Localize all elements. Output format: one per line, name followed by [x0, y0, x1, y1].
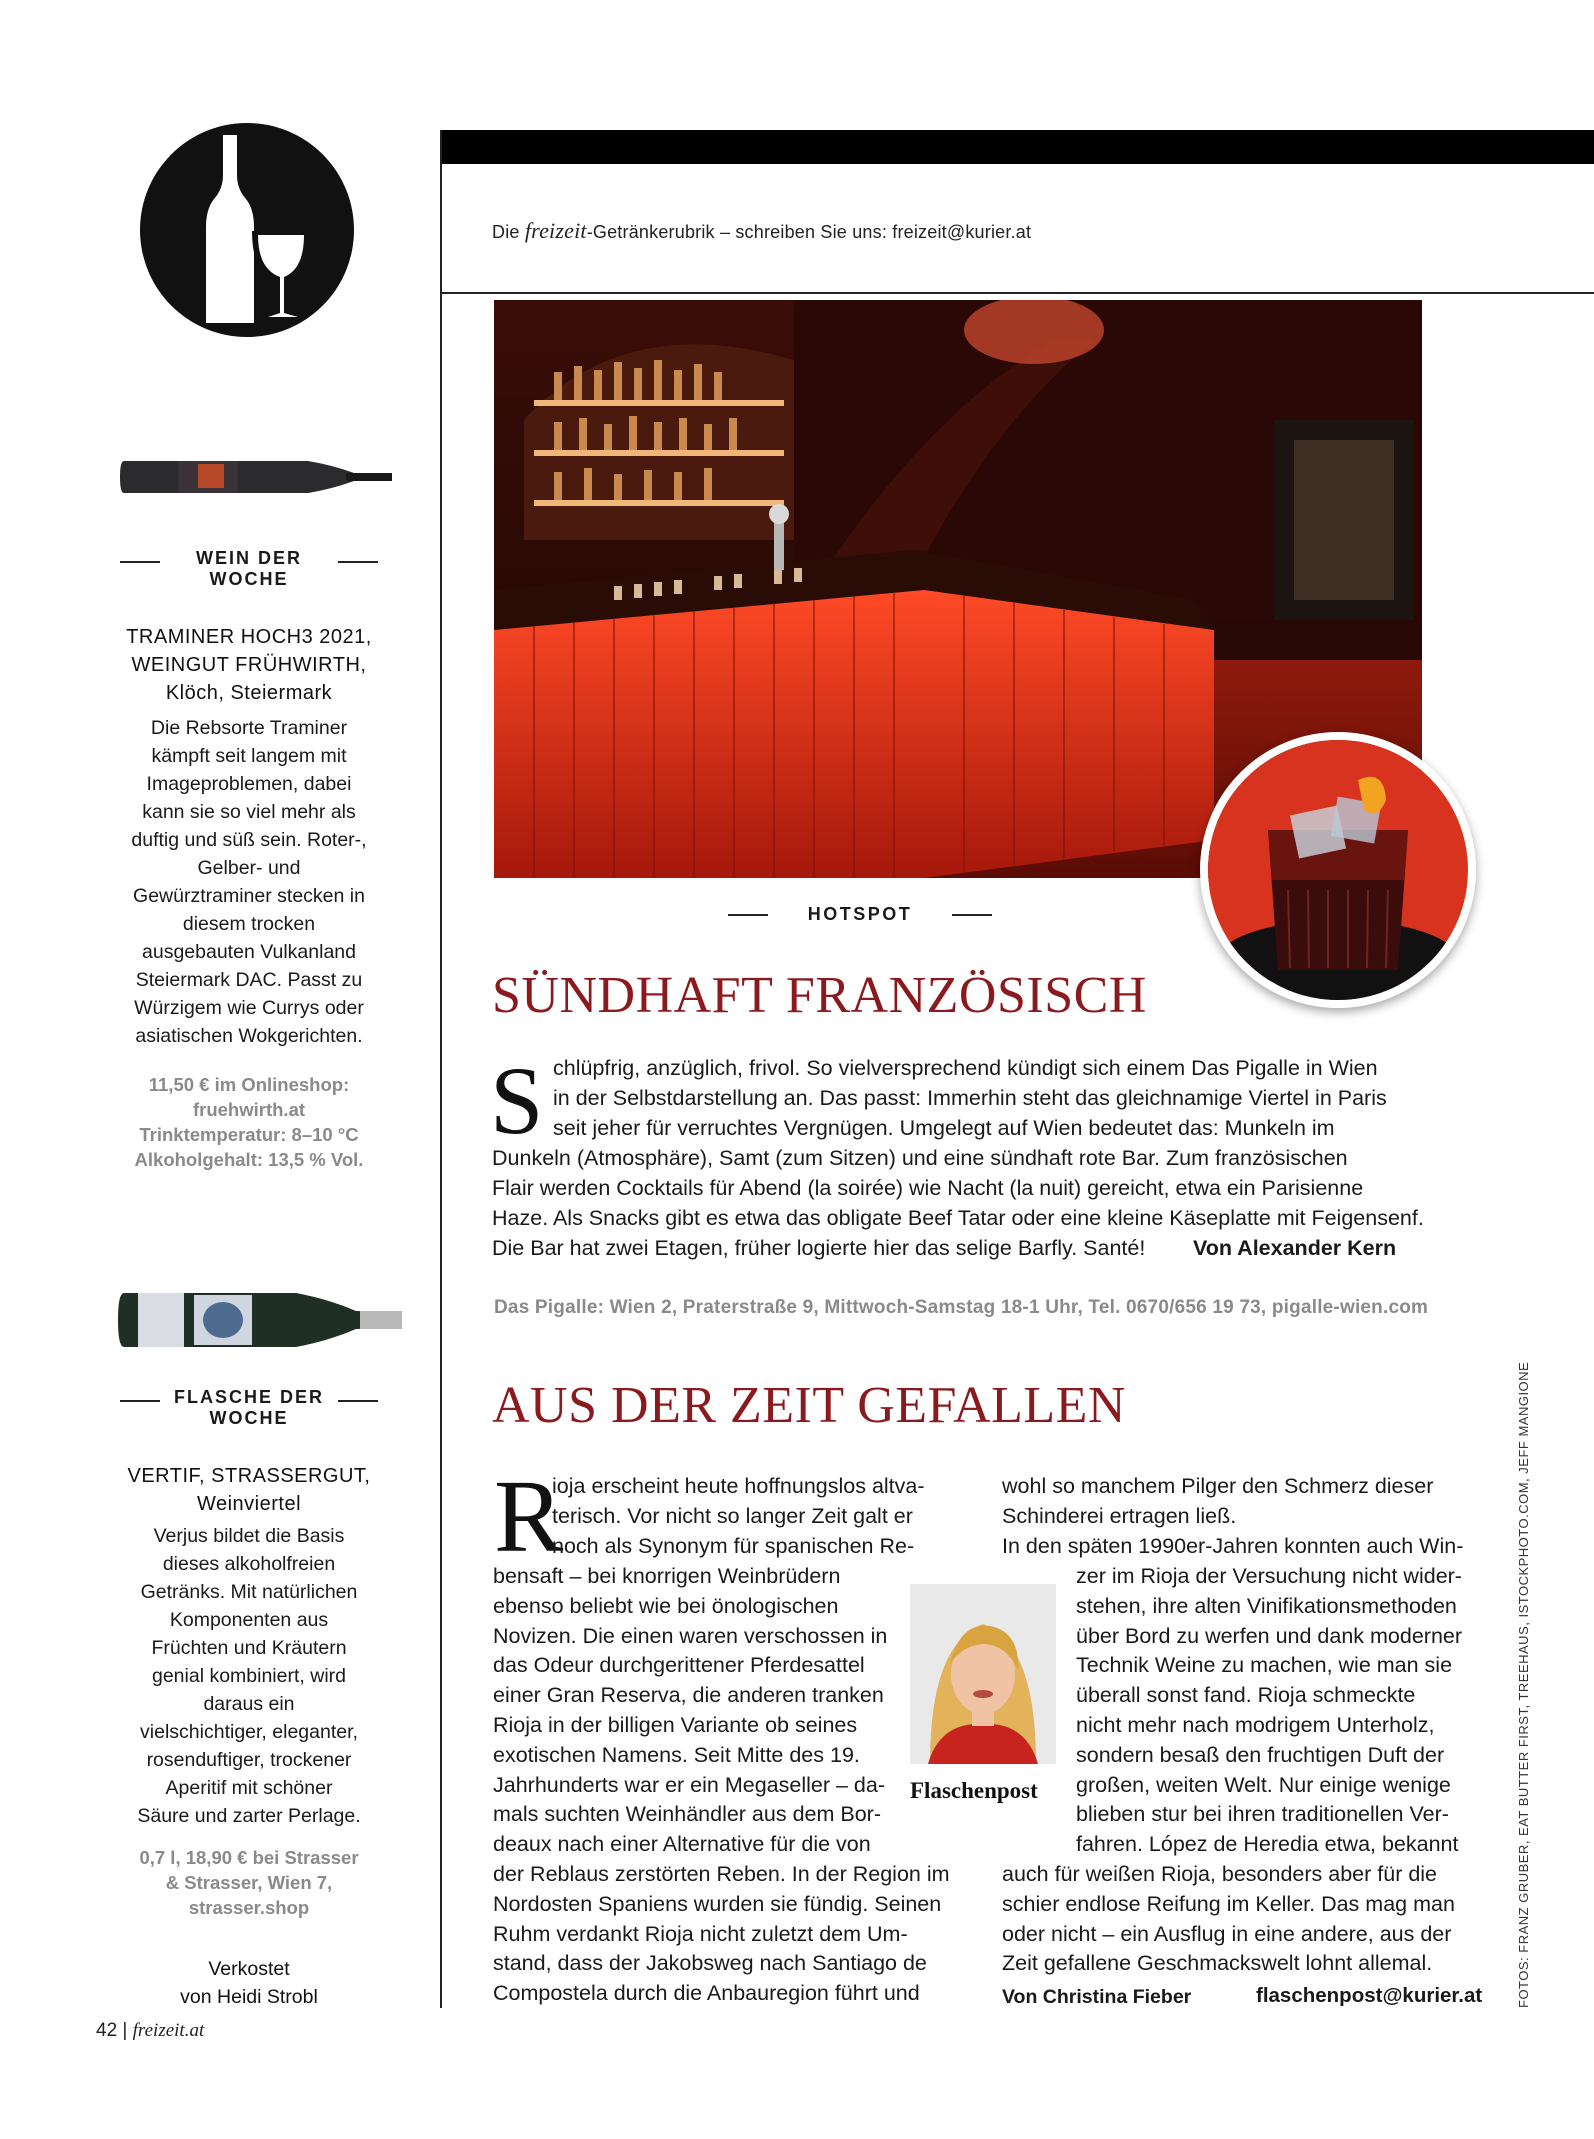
- wine-logo-icon: [140, 123, 354, 337]
- wine-description: Die Rebsorte Traminer kämpft seit langem mit Imageproblemen, dabei kann sie so viel mehr als duftig und süß sein. Roter-, Gelber- und Gewürztraminer stecken in diesem trocken ausgebauten Vulkanland Steiermark DAC. Passt zu Würzigem wie Currys oder asiatischen Wokgerichten.: [131, 717, 367, 1047]
- column-right-bottom: auch für weißen Rioja, besonders aber für die schier endlose Reifung im Keller. Das mag man oder nicht – ein Ausflug in eine andere, aus der Zeit gefallene Geschmackswelt lohnt allemal.: [1002, 1862, 1455, 1976]
- cocktail-photo: [1200, 732, 1476, 1008]
- rubric-header: Die freizeit-Getränkerubrik – schreiben Sie uns: freizeit@kurier.at: [492, 218, 1032, 243]
- hotspot-line-3: seit jeher für verruchtes Vergnügen. Umgelegt auf Wien bedeutet das: Munkeln im: [553, 1116, 1335, 1140]
- heading-rule: [338, 561, 378, 563]
- hotspot-line-2: in der Selbstdarstellung an. Das passt: Immerhin steht das gleichnamige Viertel in Paris: [553, 1086, 1387, 1110]
- photo-credit: FOTOS: FRANZ GRUBER, EAT BUTTER FIRST, TREEHAUS, ISTOCKPHOTO.COM, JEFF MANGIONE: [1516, 1361, 1531, 2008]
- bottle-description: Verjus bildet die Basis dieses alkoholfreien Getränks. Mit natürlichen Komponenten aus Früchten und Kräutern genial kombiniert, wird daraus ein vielschichtiger, eleganter, rosenduftiger, trockener Aperitif mit schöner Säure und zarter Perlage.: [137, 1525, 361, 1827]
- hotspot-headline: SÜNDHAFT FRANZÖSISCH: [492, 967, 1147, 1024]
- bottle-price-info: 0,7 l, 18,90 € bei Strasser & Strasser, Wien 7, strasser.shop: [139, 1847, 359, 1918]
- heading-rule: [728, 914, 768, 916]
- wine-of-week-heading: WEIN DER WOCHE: [118, 548, 380, 590]
- tasting-credit: Verkostet von Heidi Strobl: [180, 1958, 318, 2008]
- hotspot-dropcap: S: [490, 1047, 544, 1154]
- bottle-of-week-heading: FLASCHE DER WOCHE: [118, 1387, 380, 1429]
- column-left-bottom: der Reblaus zerstörten Reben. In der Region im Nordosten Spaniens wurden sie fündig. Seinen Ruhm verdankt Rioja nicht zuletzt dem Um- stand, dass der Jakobsweg nach Santiago de Compostela durch die Anbauregion führt und: [493, 1862, 950, 2006]
- column-dropcap: R: [494, 1459, 564, 1574]
- column-left-top: ioja erscheint heute hoffnungslos altva- terisch. Vor nicht so langer Zeit galt er noch als Synonym für spanischen Re-: [552, 1474, 925, 1558]
- column-headline: AUS DER ZEIT GEFALLEN: [492, 1377, 1126, 1434]
- portrait-caption: Flaschenpost: [910, 1778, 1038, 1803]
- hotspot-line-5: Flair werden Cocktails für Abend (la soirée) wie Nacht (la nuit) gereicht, etwa ein Parisienne: [492, 1176, 1364, 1200]
- hotspot-line-7: Die Bar hat zwei Etagen, früher logierte hier das selige Barfly. Santé!: [492, 1236, 1146, 1260]
- freizeit-brand: freizeit: [524, 218, 587, 243]
- verjus-bottle-image: [116, 1283, 406, 1357]
- bottle-title: VERTIF, STRASSERGUT, Weinviertel: [127, 1465, 371, 1515]
- heading-rule: [338, 1400, 378, 1402]
- hotspot-line-4: Dunkeln (Atmosphäre), Samt (zum Sitzen) und eine sündhaft rote Bar. Zum französischen: [492, 1146, 1348, 1170]
- heading-rule: [120, 561, 160, 563]
- wine-bottle-image: [118, 447, 398, 507]
- hotspot-label: HOTSPOT: [700, 904, 1020, 925]
- hotspot-line-1: chlüpfrig, anzüglich, frivol. So vielversprechend kündigt sich einem Das Pigalle in Wien: [553, 1056, 1378, 1080]
- column-right-top: wohl so manchem Pilger den Schmerz dieser Schinderei ertragen ließ. In den späten 1990er-Jahren konnten auch Win-: [1002, 1474, 1464, 1558]
- wine-price-info: 11,50 € im Onlineshop: fruehwirth.at Trinktemperatur: 8–10 °C Alkoholgehalt: 13,5 % Vol.: [134, 1074, 364, 1170]
- frame-divider: [440, 130, 442, 2008]
- top-black-bar: [440, 130, 1594, 164]
- hotspot-line-6: Haze. Als Snacks gibt es etwa das obligate Beef Tatar oder eine kleine Käseplatte mit Feigensenf.: [492, 1206, 1424, 1230]
- column-email: flaschenpost@kurier.at: [1256, 1984, 1483, 2007]
- page-number: 42: [96, 2020, 118, 2041]
- hotspot-author: Von Alexander Kern: [1193, 1236, 1397, 1260]
- wine-title: TRAMINER HOCH3 2021, WEINGUT FRÜHWIRTH, Klöch, Steiermark: [126, 626, 372, 704]
- page-footer: 42 | freizeit.at: [96, 2020, 205, 2041]
- heading-rule: [952, 914, 992, 916]
- author-portrait: [910, 1584, 1056, 1764]
- header-rule: [440, 292, 1594, 294]
- column-left-mid: bensaft – bei knorrigen Weinbrüdern ebenso beliebt wie bei önologischen Novizen. Die einen waren verschossen in das Odeur durchgerittener Pferdesattel einer Gran Reserva, die anderen tranken Rioja in der billigen Variante ob seines exotischen Namens. Seit Mitte des 19. Jahrhunderts war er ein Megaseller – da- mals suchten Weinhändler aus dem Bor- deaux nach einer Alternative für die von: [493, 1564, 888, 1857]
- footer-brand: freizeit.at: [132, 2020, 205, 2041]
- column-right-mid: zer im Rioja der Versuchung nicht wider- stehen, ihre alten Vinifikationsmethoden über Bord zu werfen und dank moderner Technik Weine zu machen, wie man sie überall sonst fand. Rioja schmeckte nicht mehr nach modrigem Unterholz, sondern besaß den fruchtigen Duft der großen, weiten Welt. Nur einige wenige blieben stur bei ihren traditionellen Ver- fahren. López de Heredia etwa, bekannt: [1076, 1564, 1463, 1857]
- column-author: Von Christina Fieber: [1002, 1986, 1192, 2008]
- heading-rule: [120, 1400, 160, 1402]
- venue-info: Das Pigalle: Wien 2, Praterstraße 9, Mittwoch-Samstag 18-1 Uhr, Tel. 0670/656 19 73, pigalle-wien.com: [494, 1297, 1429, 1318]
